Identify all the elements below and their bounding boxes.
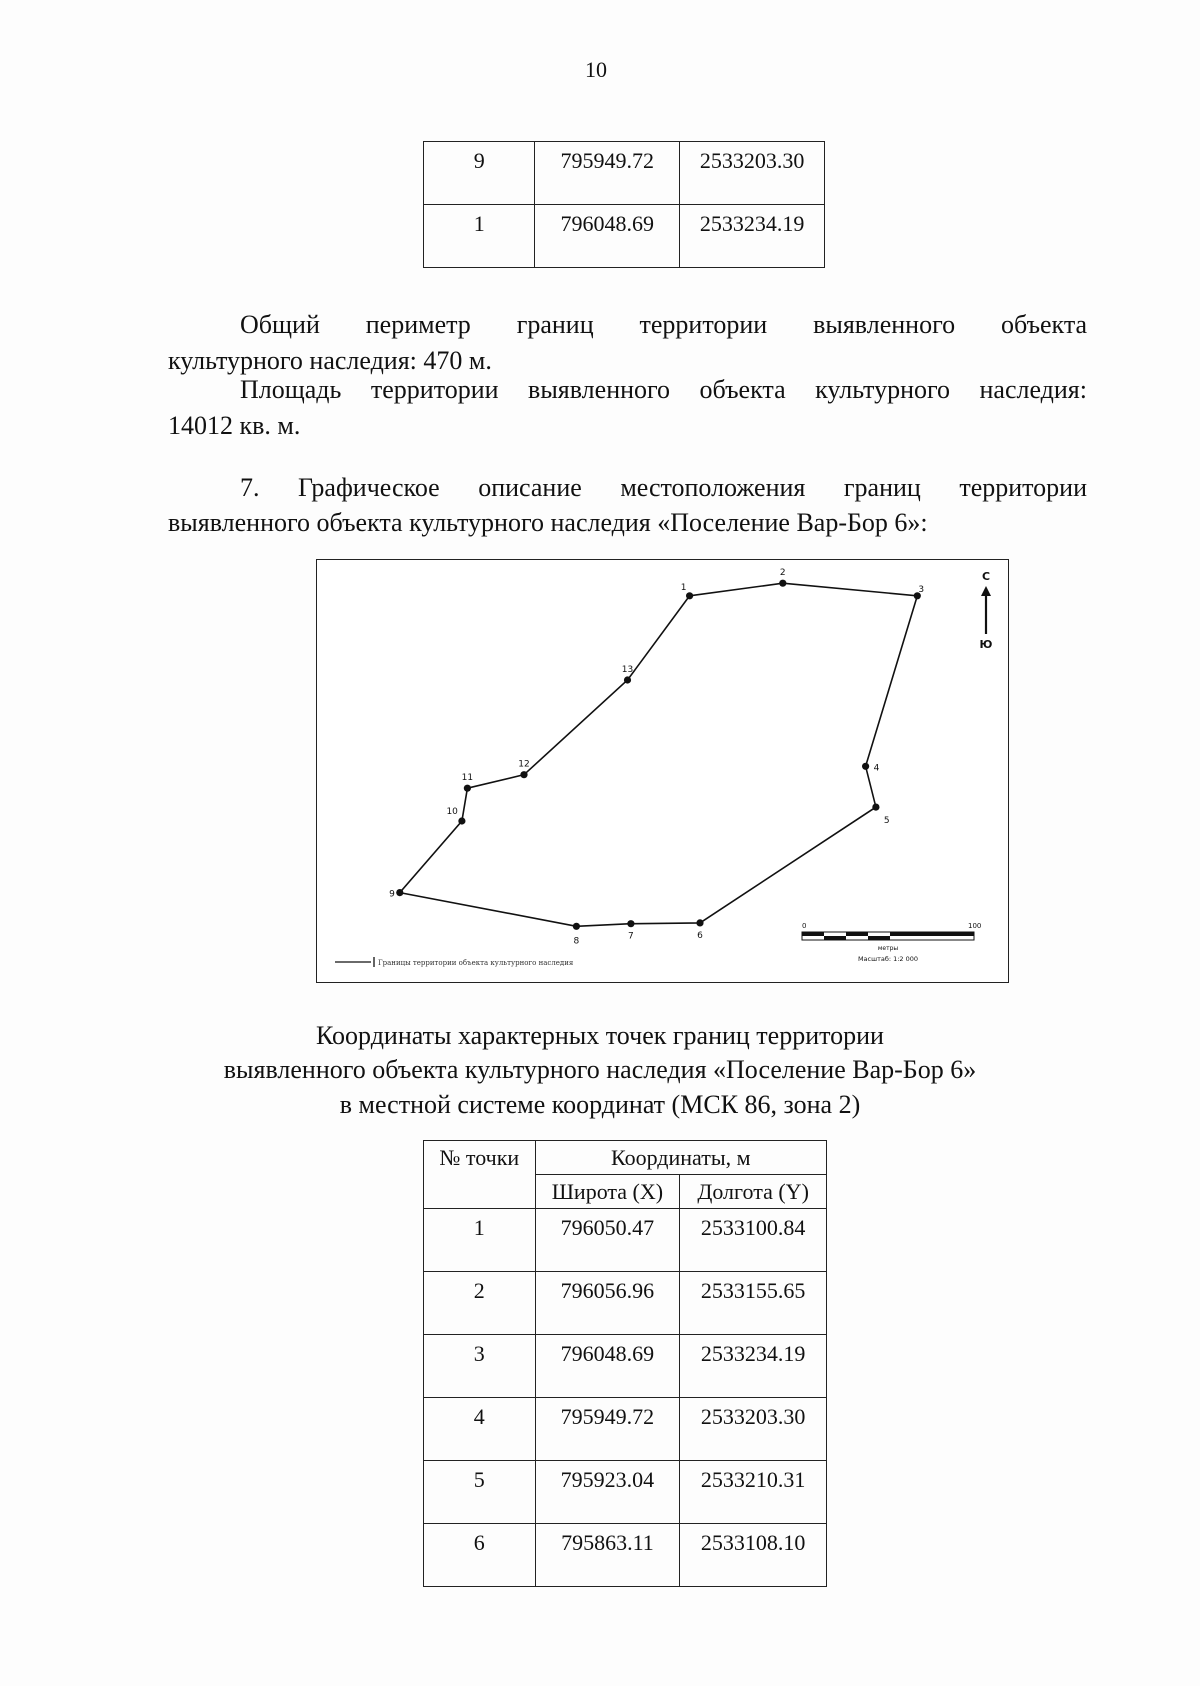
table-row: [424, 1335, 827, 1398]
boundary-point-marker: [696, 919, 703, 926]
x-coordinate-cell: 795949.72: [535, 142, 680, 205]
scale-bar-segment: [802, 932, 824, 936]
table-row: [424, 1524, 827, 1587]
point-number-cell: 1: [424, 205, 535, 268]
boundary-point-label: 10: [446, 807, 458, 817]
table-row: [424, 205, 825, 268]
boundary-point-label: 4: [873, 763, 880, 774]
boundary-points-layer: [389, 568, 924, 946]
area-line-2: 14012 кв. м.: [168, 411, 301, 440]
area-line-1: Площадь территории выявленного объекта культурного наследия:: [240, 375, 1087, 404]
point-number-cell: 3: [424, 1335, 536, 1398]
page-number: 10: [585, 57, 607, 82]
scale-start-label: 0: [802, 922, 807, 930]
table-header-row: [424, 1141, 827, 1175]
boundary-point-marker: [520, 771, 527, 778]
y-coordinate-cell: 2533203.30: [680, 1398, 827, 1461]
table-row: [424, 142, 825, 205]
coordinates-caption-line-3: в местной системе координат (МСК 86, зона 2): [339, 1090, 861, 1119]
boundary-point-label: 7: [628, 931, 634, 942]
boundary-point-label: 13: [621, 665, 634, 675]
scale-bar-segment: [890, 932, 974, 936]
header-point-number: № точки: [424, 1141, 536, 1209]
table-row: [424, 1209, 827, 1272]
boundary-map: [316, 559, 1009, 983]
coordinates-caption-line-2: выявленного объекта культурного наследия «Поселение Вар-Бор 6»: [223, 1055, 977, 1084]
y-coordinate-cell: 2533108.10: [680, 1524, 827, 1587]
boundary-point-marker: [686, 592, 693, 599]
table-row: [424, 1398, 827, 1461]
perimeter-line-1: Общий периметр границ территории выявленного объекта: [240, 310, 1088, 339]
map-legend: [335, 957, 574, 967]
coordinates-caption-line-1: Координаты характерных точек границ территории: [316, 1021, 884, 1050]
boundary-point-marker: [779, 580, 786, 587]
y-coordinate-cell: 2533234.19: [680, 205, 825, 268]
section-7-line-1: 7. Графическое описание местоположения границ территории: [240, 473, 1088, 502]
coordinates-table: [423, 1140, 827, 1587]
boundary-point-label: 11: [461, 773, 474, 784]
x-coordinate-cell: 796048.69: [535, 1335, 680, 1398]
point-number-cell: 9: [424, 142, 535, 205]
point-number-cell: 5: [424, 1461, 536, 1524]
scale-bar-segment: [846, 932, 868, 936]
north-arrow-icon: [980, 570, 993, 651]
header-coordinates: Координаты, м: [535, 1141, 826, 1175]
boundary-point-label: 12: [518, 759, 530, 770]
north-label: С: [981, 570, 991, 583]
point-number-cell: 1: [424, 1209, 536, 1272]
scale-ratio-label: Масштаб: 1:2 000: [857, 955, 919, 963]
point-number-cell: 4: [424, 1398, 536, 1461]
perimeter-line-2: культурного наследия: 470 м.: [168, 346, 492, 375]
point-number-cell: 6: [424, 1524, 536, 1587]
section-7-line-2: выявленного объекта культурного наследия «Поселение Вар-Бор 6»:: [168, 508, 928, 537]
y-coordinate-cell: 2533234.19: [680, 1335, 827, 1398]
boundary-point-marker: [862, 763, 869, 770]
boundary-point-marker: [573, 923, 580, 930]
scale-end-label: 100: [968, 922, 982, 930]
y-coordinate-cell: 2533155.65: [680, 1272, 827, 1335]
boundary-point-label: 3: [918, 584, 925, 595]
x-coordinate-cell: 796056.96: [535, 1272, 680, 1335]
boundary-point-label: 6: [697, 930, 703, 941]
boundary-point-marker: [464, 785, 471, 792]
boundary-line: [400, 583, 918, 926]
point-number-cell: 2: [424, 1272, 536, 1335]
y-coordinate-cell: 2533210.31: [680, 1461, 827, 1524]
boundary-point-label: 9: [389, 889, 395, 900]
boundary-polygon-layer: [400, 583, 918, 926]
south-label: Ю: [979, 638, 993, 651]
boundary-map-drawing: [317, 560, 1007, 981]
scale-bar-segment: [868, 936, 890, 940]
x-coordinate-cell: 796048.69: [535, 205, 680, 268]
y-coordinate-cell: 2533100.84: [680, 1209, 827, 1272]
scale-bar: [802, 922, 981, 963]
table-row: [424, 1461, 827, 1524]
scale-bar-segment: [824, 936, 846, 940]
boundary-point-label: 1: [680, 582, 687, 593]
boundary-point-label: 8: [573, 936, 580, 947]
boundary-point-label: 5: [883, 816, 890, 827]
boundary-point-marker: [458, 817, 465, 824]
coordinates-table-continued: [423, 141, 825, 268]
boundary-point-label: 2: [779, 568, 786, 579]
x-coordinate-cell: 795923.04: [535, 1461, 680, 1524]
y-coordinate-cell: 2533203.30: [680, 142, 825, 205]
x-coordinate-cell: 795863.11: [535, 1524, 680, 1587]
x-coordinate-cell: 796050.47: [535, 1209, 680, 1272]
header-latitude: Широта (X): [535, 1175, 680, 1209]
scale-unit-label: метры: [877, 945, 899, 952]
legend-text: Границы территории объекта культурного наследия: [378, 959, 574, 967]
boundary-point-marker: [396, 889, 403, 896]
north-arrow-head: [981, 586, 991, 596]
boundary-point-marker: [624, 676, 631, 683]
table-row: [424, 1272, 827, 1335]
boundary-point-marker: [872, 804, 879, 811]
boundary-point-marker: [627, 920, 634, 927]
x-coordinate-cell: 795949.72: [535, 1398, 680, 1461]
header-longitude: Долгота (Y): [680, 1175, 827, 1209]
